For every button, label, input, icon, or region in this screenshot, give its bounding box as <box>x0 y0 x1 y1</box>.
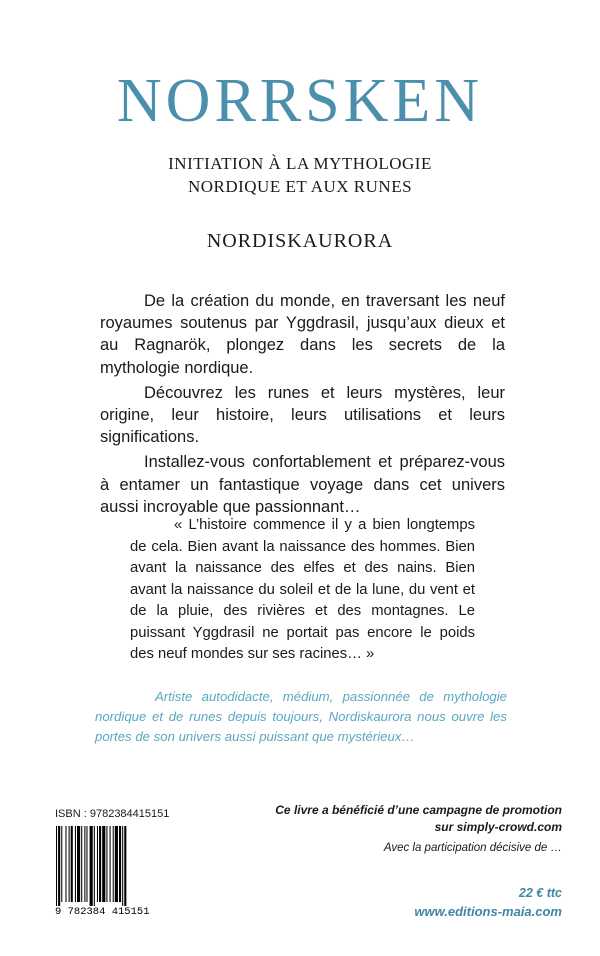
barcode-bar <box>94 826 95 906</box>
barcode-bar <box>99 826 101 902</box>
barcode-bar <box>97 826 98 902</box>
blurb-paragraph: Installez-vous confortablement et préparez-vous à entamer un fantastique voyage dans cet univers aussi incroyable que passionnant… <box>100 453 505 516</box>
barcode-bar <box>77 826 80 902</box>
blurb-paragraph: De la création du monde, en traversant les neuf royaumes soutenus par Yggdrasil, jusqu’aux dieux et au Ragnarök, plongez dans les secrets de la mythologie nordique. <box>100 292 505 377</box>
barcode-bar <box>71 826 73 902</box>
barcode-bar <box>69 826 70 902</box>
barcode-bar <box>65 826 66 902</box>
participation-note: Avec la participation décisive de … <box>383 842 562 854</box>
promo-notice <box>262 802 562 836</box>
barcode-bar <box>124 826 126 906</box>
barcode-bar <box>81 826 82 902</box>
promo-line-2: sur simply-crowd.com <box>434 820 562 834</box>
barcode-bar <box>110 826 111 902</box>
barcode-bar <box>90 826 93 906</box>
barcode-bar <box>122 826 123 906</box>
barcode-bar <box>115 826 118 902</box>
barcode-bar <box>119 826 121 902</box>
barcode-bar <box>86 826 87 902</box>
barcode-bar <box>75 826 76 902</box>
price: 22 € ttc <box>518 886 562 900</box>
barcode-bar <box>84 826 85 902</box>
excerpt-text: « L’histoire commence il y a bien longtemps de cela. Bien avant la naissance des hommes. Bien avant la naissance des elfes et des nains. Bien avant la naissance du soleil et de la lune, du vent et de la pluie, des rivières et des montagnes. Le puissant Yggdrasil ne portait pas encore le poids des neuf mondes sur ses racines… » <box>130 517 475 662</box>
blurb-paragraph: Découvrez les runes et leurs mystères, leur origine, leur histoire, leurs utilisations et leurs significations. <box>100 383 505 447</box>
book-subtitle <box>0 152 600 198</box>
book-title: NORRSKEN <box>116 67 484 135</box>
subtitle-line-2: NORDIQUE ET AUX RUNES <box>187 177 413 196</box>
author-name: NORDISKAURORA <box>206 230 394 252</box>
isbn-label: ISBN : 9782384415151 <box>55 808 170 820</box>
subtitle-line-1: INITIATION À LA MYTHOLOGIE <box>168 154 432 173</box>
barcode-bar <box>58 826 60 906</box>
barcode-bar <box>61 826 62 902</box>
barcode-bar <box>113 826 114 902</box>
promo-line-1: Ce livre a bénéficié d’une campagne de promotion <box>275 803 562 817</box>
barcode-bar <box>56 826 57 906</box>
barcode-bars <box>56 826 126 906</box>
barcode-bar <box>102 826 105 902</box>
barcode-bar <box>106 826 107 902</box>
barcode <box>55 826 171 916</box>
author-bio: Artiste autodidacte, médium, passionnée de mythologie nordique et de runes depuis toujours, Nordiskaurora nous ouvre les portes de son univers aussi puissant que mystérieux… <box>95 689 507 744</box>
publisher-website: www.editions-maia.com <box>414 904 562 919</box>
barcode-digits: 9 782384 415151 <box>55 906 150 916</box>
excerpt-quote <box>130 515 475 666</box>
blurb <box>100 290 505 521</box>
